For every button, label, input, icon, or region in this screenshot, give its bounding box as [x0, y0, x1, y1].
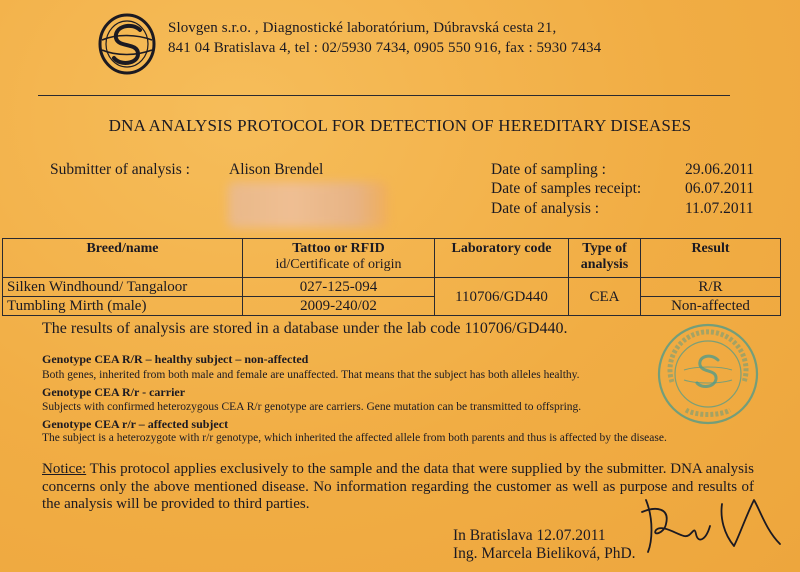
result-status: Non-affected [641, 297, 781, 316]
table-row [3, 297, 781, 316]
col-tattoo: Tattoo or RFID id/Certificate of origin [243, 239, 435, 278]
date-analysis-value: 11.07.2011 [685, 200, 754, 217]
table-row [3, 278, 781, 297]
handwritten-signature [636, 490, 786, 562]
analysis-type-value: CEA [569, 278, 641, 316]
results-table [2, 238, 781, 316]
genotype-rr-text: Both genes, inherited from both male and female are unaffected. That means that the subject has both alleles healthy. [42, 369, 580, 381]
date-receipt-label: Date of samples receipt: [491, 180, 642, 197]
company-line-2: 841 04 Bratislava 4, tel : 02/5930 7434, 0905 550 916, fax : 5930 7434 [168, 40, 602, 56]
table-header-row [3, 239, 781, 278]
genotype-rrcarrier-heading: Genotype CEA R/r - carrier [42, 385, 186, 399]
place-date: In Bratislava 12.07.2011 [453, 527, 606, 544]
header-divider [38, 95, 730, 96]
breed-line-2: Tumbling Mirth (male) [3, 297, 243, 316]
genotype-affected-text: The subject is a heterozygote with r/r genotype, which inherited the affected allele from both parents and thus is affected by the disease. [42, 432, 667, 444]
col-breed: Breed/name [3, 239, 243, 278]
genotype-rrcarrier-text: Subjects with confirmed heterozygous CEA R/r genotype are carriers. Gene mutation can be transmitted to offspring. [42, 401, 582, 413]
col-result: Result [641, 239, 781, 278]
date-receipt-value: 06.07.2011 [685, 180, 755, 197]
notice-text: This protocol applies exclusively to the sample and the data that were supplied by the submitter. DNA analysis concerns only the above mentioned disease. No information regarding the customer as well as purpose and results of the analysis will be provided to third parties. [42, 461, 754, 512]
company-line-1: Slovgen s.r.o. , Diagnostické laboratórium, Dúbravská cesta 21, [168, 20, 557, 36]
stamp-seal-icon [656, 322, 760, 426]
signatory-name: Ing. Marcela Bieliková, PhD. [453, 545, 636, 562]
genotype-rr-heading: Genotype CEA R/R – healthy subject – non-affected [42, 352, 309, 366]
slovgen-logo-icon [96, 12, 158, 76]
submitter-name: Alison Brendel [229, 161, 324, 178]
document-title: DNA ANALYSIS PROTOCOL FOR DETECTION OF HEREDITARY DISEASES [108, 116, 692, 135]
submitter-label: Submitter of analysis : [50, 161, 190, 178]
col-type: Type of analysis [569, 239, 641, 278]
database-note: The results of analysis are stored in a database under the lab code 110706/GD440. [42, 320, 568, 337]
tattoo-value: 027-125-094 [243, 278, 435, 297]
laboratory-stamp [656, 322, 760, 426]
date-sampling-value: 29.06.2011 [685, 161, 755, 178]
date-analysis-label: Date of analysis : [491, 200, 600, 217]
result-genotype: R/R [641, 278, 781, 297]
col-type-2: analysis [580, 257, 629, 272]
col-lab-code: Laboratory code [435, 239, 569, 278]
redacted-address [228, 182, 388, 228]
certificate-value: 2009-240/02 [243, 297, 435, 316]
lab-code-value: 110706/GD440 [435, 278, 569, 316]
breed-line-1: Silken Windhound/ Tangaloor [3, 278, 243, 297]
date-sampling-label: Date of sampling : [491, 161, 606, 178]
genotype-affected-heading: Genotype CEA r/r – affected subject [42, 417, 229, 431]
notice-label: Notice: [42, 461, 87, 477]
col-tattoo-sub: id/Certificate of origin [275, 257, 402, 272]
